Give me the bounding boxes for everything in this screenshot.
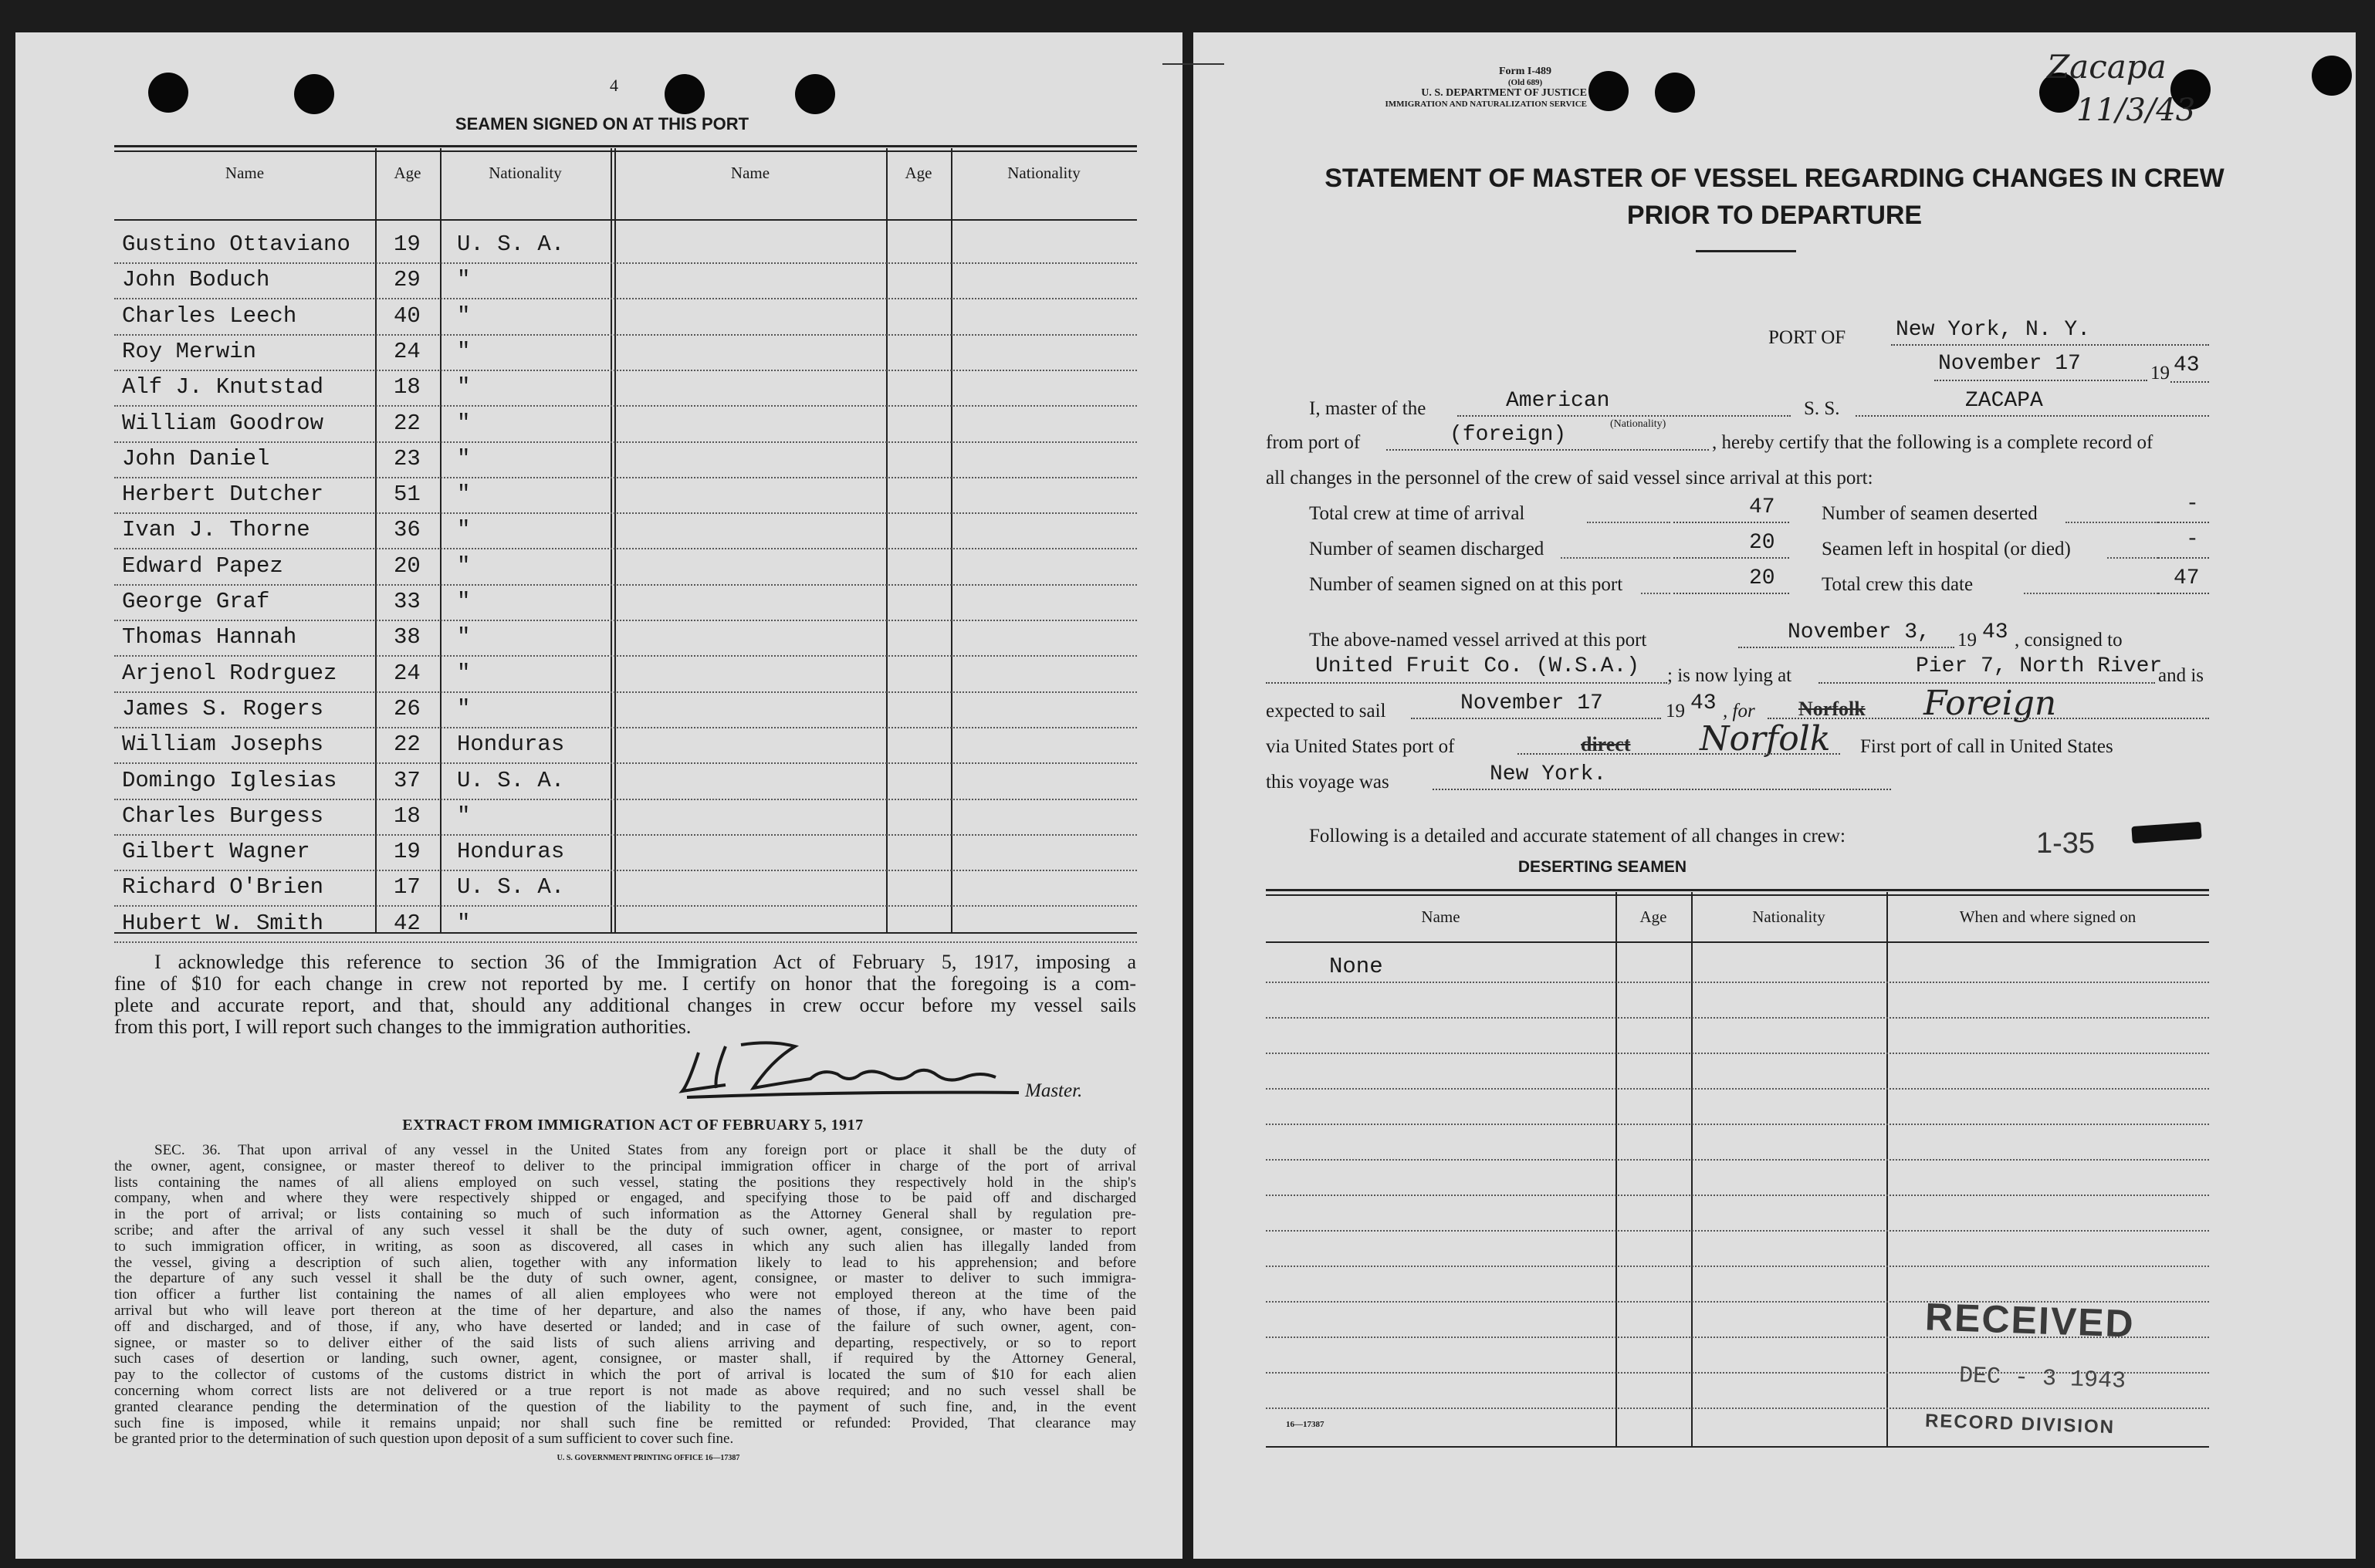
leader-dots [2065, 522, 2158, 523]
hospital-value: - [2186, 528, 2199, 552]
redaction-mark [2131, 822, 2201, 843]
ss-label: S. S. [1804, 398, 1840, 419]
row-rule [114, 548, 1137, 549]
port-underline [1891, 344, 2209, 346]
crew-name: John Daniel [122, 445, 270, 471]
crew-name: Richard O'Brien [122, 874, 324, 901]
extract-line: the departure of any such vessel it shall be the duty of such owner, agent, consignee, or master to deliver to such immigra- [114, 1270, 1136, 1287]
crew-age: 17 [394, 874, 421, 901]
crew-nationality: " [457, 517, 471, 543]
crew-name: Arjenol Rodrguez [122, 660, 337, 686]
crew-nationality: U. S. A. [457, 767, 565, 793]
destination-underline [1768, 718, 2209, 719]
crew-name: Ivan J. Thorne [122, 517, 310, 543]
crew-nationality: " [457, 803, 471, 829]
crew-nationality: " [457, 624, 471, 651]
extract-line: pay to the collector of customs of the customs district in which the port of arrival is located the sum of $10 for each alien [114, 1367, 1136, 1384]
extract-line: granted clearance pending the determination of the question of the liability to the payment of such fine, and, in the event [114, 1398, 1136, 1415]
row-rule [114, 477, 1137, 478]
lying-at-text: ; is now lying at [1667, 665, 1792, 686]
table-header-rule [114, 219, 1137, 221]
expected-label: expected to sail [1266, 701, 1386, 721]
crew-age: 24 [394, 338, 421, 364]
extract-line: scribe; and after the arrival of any such vessel it shall be the duty of such owner, agent, consignee, or master to report [114, 1222, 1136, 1239]
punch-hole [795, 74, 835, 114]
deserted-label: Number of seamen deserted [1822, 503, 2038, 524]
value-underline [2158, 557, 2209, 559]
row-rule [114, 762, 1137, 764]
year-underline [2170, 381, 2209, 383]
row-rule [1266, 1230, 2209, 1232]
crew-age: 51 [394, 482, 421, 508]
row-rule [114, 870, 1137, 871]
date-underline [1934, 380, 2147, 381]
leader-dots [1561, 557, 1670, 559]
row-rule [1266, 1088, 2209, 1090]
expected-year: 43 [1690, 691, 1717, 715]
extract-line: such fine is imposed, while it remains unpaid; nor shall such fine be remitted or refunded: Provided, That clearance may [114, 1414, 1136, 1431]
leader-dots [1641, 593, 1670, 594]
first-port-label: First port of call in United States [1860, 736, 2113, 757]
crew-age: 19 [394, 839, 421, 865]
expected-underline [1411, 718, 1661, 719]
row-rule [114, 584, 1137, 586]
crew-nationality: " [457, 695, 471, 721]
discharged-label: Number of seamen discharged [1309, 539, 1544, 559]
crew-name: Hubert W. Smith [122, 910, 324, 936]
crew-name: Alf J. Knutstad [122, 374, 324, 400]
row-rule [114, 834, 1137, 836]
extract-title: EXTRACT FROM IMMIGRATION ACT OF FEBRUARY 5, 1917 [402, 1117, 864, 1134]
from-port-value: (foreign) [1450, 423, 1567, 447]
for-label: , for [1723, 701, 1755, 721]
crew-age: 40 [394, 302, 421, 329]
certify-text: , hereby certify that the following is a complete record of [1712, 432, 2153, 453]
year-prefix: 19 [2150, 363, 2170, 384]
report-date: November 17 [1938, 352, 2081, 376]
column-divider [951, 148, 952, 932]
crew-name: Charles Burgess [122, 803, 324, 829]
struck-destination: Norfolk [1798, 698, 1866, 720]
crew-name: Gilbert Wagner [122, 839, 310, 865]
column-divider [1615, 892, 1617, 1448]
row-rule [114, 262, 1137, 264]
received-stamp: RECEIVED [1924, 1295, 2136, 1346]
column-header-name: Name [730, 164, 770, 182]
master-signature [617, 1029, 1050, 1107]
voyage-label: this voyage was [1266, 772, 1389, 792]
table-top-rule [114, 145, 1137, 147]
total-arrival-label: Total crew at time of arrival [1309, 503, 1525, 524]
extract-line: concerning whom correct lists are not delivered or a true report is not made as above required; and no such vessel shall be [114, 1383, 1136, 1399]
desert-table-top-rule [1266, 894, 2209, 896]
master-label: Master. [1025, 1080, 1083, 1101]
report-year: 43 [2174, 353, 2200, 377]
row-rule [114, 941, 1137, 943]
column-header-age: Age [905, 164, 932, 182]
extract-line: company, when and where they were respectively shipped or engaged, and specifying those to be paid off and discharged [114, 1190, 1136, 1207]
row-rule [1266, 982, 2209, 983]
row-rule [114, 370, 1137, 371]
crew-name: William Josephs [122, 732, 324, 758]
master-of-label: I, master of the [1309, 398, 1426, 419]
acknowledgment-line: from this port, I will report such changes to the immigration authorities. [114, 1015, 692, 1038]
section-title: SEAMEN SIGNED ON AT THIS PORT [455, 114, 749, 133]
column-divider [1691, 892, 1693, 1448]
crew-nationality: " [457, 910, 471, 936]
extract-line: signee, or master so to deliver either of the said lists of such aliens arriving and departing, respectively, or so to report [114, 1334, 1136, 1351]
crew-nationality: Honduras [457, 732, 565, 758]
via-underline [1517, 753, 1840, 755]
crew-age: 23 [394, 445, 421, 471]
extract-line: the owner, agent, consignee, or master thereof to deliver to the principal immigration officer in charge of the port of arrival [114, 1157, 1136, 1174]
row-rule [114, 799, 1137, 800]
handwritten-ship-name: Zacapa [2047, 48, 2167, 86]
crew-name: Herbert Dutcher [122, 482, 324, 508]
desert-header-signed-on: When and where signed on [1959, 907, 2136, 926]
column-divider [1886, 892, 1888, 1448]
crew-name: Domingo Iglesias [122, 767, 337, 793]
row-rule [114, 512, 1137, 514]
form-identifier: Form I-489 (Old 689) U. S. DEPARTMENT OF JUSTICE IMMIGRATION AND NATURALIZATION SERVICE [1385, 66, 1587, 109]
voyage-value: New York. [1490, 762, 1607, 786]
following-text: Following is a detailed and accurate statement of all changes in crew: [1309, 826, 1846, 847]
handwritten-via: Norfolk [1700, 719, 1831, 759]
handwritten-destination: Foreign [1923, 684, 2057, 723]
deserting-title: DESERTING SEAMEN [1517, 858, 1687, 876]
desert-table-header-rule [1266, 941, 2209, 943]
crew-name: Thomas Hannah [122, 624, 297, 651]
signed-on-label: Number of seamen signed on at this port [1309, 574, 1623, 595]
crew-name: George Graf [122, 589, 270, 614]
crew-age: 22 [394, 732, 421, 758]
hospital-label: Seamen left in hospital (or died) [1822, 539, 2071, 559]
row-rule [114, 727, 1137, 728]
crew-nationality: " [457, 338, 471, 364]
document-title-line2: PRIOR TO DEPARTURE [1626, 201, 1923, 230]
consignee: United Fruit Co. (W.S.A.) [1315, 654, 1640, 678]
arrived-underline [1738, 647, 1954, 648]
row-rule [114, 405, 1137, 407]
row-rule [114, 441, 1137, 443]
crew-age: 22 [394, 410, 421, 436]
crew-age: 42 [394, 910, 421, 936]
crew-age: 26 [394, 695, 421, 721]
crew-nationality: " [457, 660, 471, 686]
crew-nationality: Honduras [457, 839, 565, 865]
page-number: 4 [610, 76, 618, 95]
punch-hole [1588, 71, 1629, 111]
column-header-nationality: Nationality [489, 164, 562, 182]
row-rule [1266, 1195, 2209, 1196]
nationality-caption: (Nationality) [1610, 418, 1666, 430]
stamp-number: 1-35 [2036, 827, 2096, 860]
column-header-nationality: Nationality [1007, 164, 1081, 182]
row-rule [114, 334, 1137, 336]
crew-nationality: " [457, 553, 471, 579]
value-underline [2158, 522, 2209, 523]
extract-line: in the port of arrival; or lists containing so much of such information as the Attorney General shall by regulation pre- [114, 1206, 1136, 1223]
table-top-rule [114, 150, 1137, 152]
row-rule [1266, 1124, 2209, 1125]
value-underline [2158, 593, 2209, 594]
column-divider [614, 148, 616, 932]
struck-via: direct [1581, 733, 1631, 755]
column-divider [886, 148, 888, 932]
crew-nationality: " [457, 445, 471, 471]
column-header-age: Age [394, 164, 421, 182]
crew-nationality: " [457, 267, 471, 293]
extract-line: off and discharged, and of those, if any, who have deserted or landed; and in case of the failure of such owner, agent, con- [114, 1318, 1136, 1335]
desert-header-nationality: Nationality [1752, 907, 1825, 926]
desert-header-name: Name [1421, 907, 1460, 926]
desert-header-age: Age [1639, 907, 1667, 926]
row-rule [114, 691, 1137, 693]
year-prefix: 19 [1666, 701, 1685, 721]
row-rule [1266, 1266, 2209, 1267]
crew-name: Gustino Ottaviano [122, 231, 350, 257]
nationality-underline [1457, 415, 1791, 417]
consigned-to-text: , consigned to [2015, 630, 2123, 651]
acknowledgment-line: I acknowledge this reference to section 36 of the Immigration Act of February 5, 1917, imposing a [154, 951, 1136, 973]
crew-age: 20 [394, 553, 421, 579]
crew-age: 38 [394, 624, 421, 651]
extract-line: tion officer a further list containing the names of all alien employees who were not employed thereon at the time of the [114, 1286, 1136, 1303]
signed-on-value: 20 [1749, 566, 1775, 590]
crew-name: Edward Papez [122, 553, 283, 579]
deserted-value: - [2186, 492, 2199, 516]
total-arrival-value: 47 [1749, 495, 1775, 519]
arrived-text: The above-named vessel arrived at this port [1309, 630, 1647, 651]
port-label: PORT OF [1768, 327, 1846, 348]
acknowledgment-line: fine of $10 for each change in crew not reported by me. I certify on honor that the foregoing is a com- [114, 972, 1136, 995]
crew-name: James S. Rogers [122, 695, 324, 721]
row-rule [114, 298, 1137, 299]
row-rule [114, 905, 1137, 907]
punch-hole [1655, 73, 1695, 113]
left-footer: U. S. GOVERNMENT PRINTING OFFICE 16—17387 [557, 1454, 740, 1462]
total-today-label: Total crew this date [1822, 574, 1974, 595]
voyage-underline [1433, 789, 1891, 790]
extract-line: SEC. 36. That upon arrival of any vessel in the United States from any foreign port or place it shall be the duty of [154, 1142, 1136, 1158]
value-underline [1673, 522, 1789, 523]
crew-name: John Boduch [122, 267, 270, 293]
year-prefix: 19 [1957, 630, 1977, 651]
acknowledgment-line: plete and accurate report, and that, should any additional changes in crew occur before my vessel sails [114, 994, 1136, 1016]
extract-line: such cases of desertion or landing, such owner, agent, consignee, or master shall, if required by the Attorney General, [114, 1350, 1136, 1367]
arrived-year: 43 [1982, 620, 2008, 644]
crew-nationality: " [457, 589, 471, 614]
extract-line: arrival but who will leave port thereon at the time of her departure, and also the names of those, if any, who have been paid [114, 1303, 1136, 1319]
received-date: DEC - 3 1943 [1958, 1363, 2126, 1395]
via-label: via United States port of [1266, 736, 1455, 757]
row-rule [1266, 1053, 2209, 1054]
column-divider [440, 148, 442, 932]
port-value: New York, N. Y. [1896, 318, 2091, 342]
all-changes-text: all changes in the personnel of the crew of said vessel since arrival at this port: [1266, 468, 1873, 488]
extract-line: be granted prior to the determination of such question upon deposit of a sum sufficient to cover such fine. [114, 1431, 734, 1448]
row-rule [114, 620, 1137, 621]
punch-hole [148, 73, 188, 113]
crew-name: Roy Merwin [122, 338, 257, 364]
from-port-label: from port of [1266, 432, 1361, 453]
leader-dots [2024, 593, 2158, 594]
row-rule [1266, 1407, 2209, 1409]
crew-age: 18 [394, 374, 421, 400]
value-underline [1673, 557, 1789, 559]
crew-name: William Goodrow [122, 410, 324, 436]
from-port-underline [1386, 449, 1709, 451]
extract-line: the vessel, giving a description of such alien, together with any information likely to lead to his apprehension; and before [114, 1254, 1136, 1271]
leader-dots [1587, 522, 1670, 523]
total-today-value: 47 [2174, 566, 2200, 590]
crew-name: Charles Leech [122, 302, 297, 329]
staple-mark [1162, 63, 1224, 65]
record-division: RECORD DIVISION [1924, 1410, 2116, 1438]
crew-nationality: " [457, 482, 471, 508]
punch-hole [2312, 56, 2352, 96]
punch-hole [294, 74, 334, 114]
extract-line: to such immigration officer, in writing, as soon as discovered, all cases in which any such alien has illegally landed from [114, 1238, 1136, 1255]
consignee-underline [1266, 682, 1667, 684]
crew-nationality: " [457, 302, 471, 329]
row-rule [114, 655, 1137, 657]
handwritten-date: 11/3/43 [2076, 93, 2196, 128]
crew-age: 37 [394, 767, 421, 793]
desert-table-top-rule [1266, 889, 2209, 891]
crew-age: 19 [394, 231, 421, 257]
title-rule [1696, 250, 1796, 252]
document-title: STATEMENT OF MASTER OF VESSEL REGARDING CHANGES IN CREW [1325, 164, 2224, 193]
column-divider [611, 148, 612, 932]
punch-hole [665, 74, 705, 114]
right-page [1193, 32, 2356, 1559]
arrived-date: November 3, [1788, 620, 1930, 644]
value-underline [1673, 593, 1789, 594]
left-page [15, 32, 1182, 1559]
crew-age: 18 [394, 803, 421, 829]
and-is-text: and is [2158, 665, 2204, 686]
row-rule [1266, 1159, 2209, 1161]
column-divider [375, 148, 377, 932]
discharged-value: 20 [1749, 531, 1775, 555]
expected-date: November 17 [1460, 691, 1603, 715]
desert-entry: None [1329, 954, 1383, 979]
pier-value: Pier 7, North River [1916, 654, 2163, 678]
crew-nationality: " [457, 410, 471, 436]
ship-underline [1856, 415, 2209, 417]
ship-name: ZACAPA [1965, 389, 2043, 413]
crew-age: 24 [394, 660, 421, 686]
leader-dots [2107, 557, 2158, 559]
right-footer: 16—17387 [1286, 1420, 1325, 1429]
nationality-value: American [1506, 389, 1610, 413]
row-rule [1266, 1017, 2209, 1019]
desert-table-bottom-rule [1266, 1446, 2209, 1448]
extract-line: lists containing the names of all aliens employed on such vessel, stating the positions they respectively hold in the ship's [114, 1174, 1136, 1191]
crew-age: 36 [394, 517, 421, 543]
crew-nationality: U. S. A. [457, 231, 565, 257]
crew-nationality: " [457, 374, 471, 400]
column-header-name: Name [225, 164, 265, 182]
crew-age: 29 [394, 267, 421, 293]
crew-nationality: U. S. A. [457, 874, 565, 901]
crew-age: 33 [394, 589, 421, 614]
